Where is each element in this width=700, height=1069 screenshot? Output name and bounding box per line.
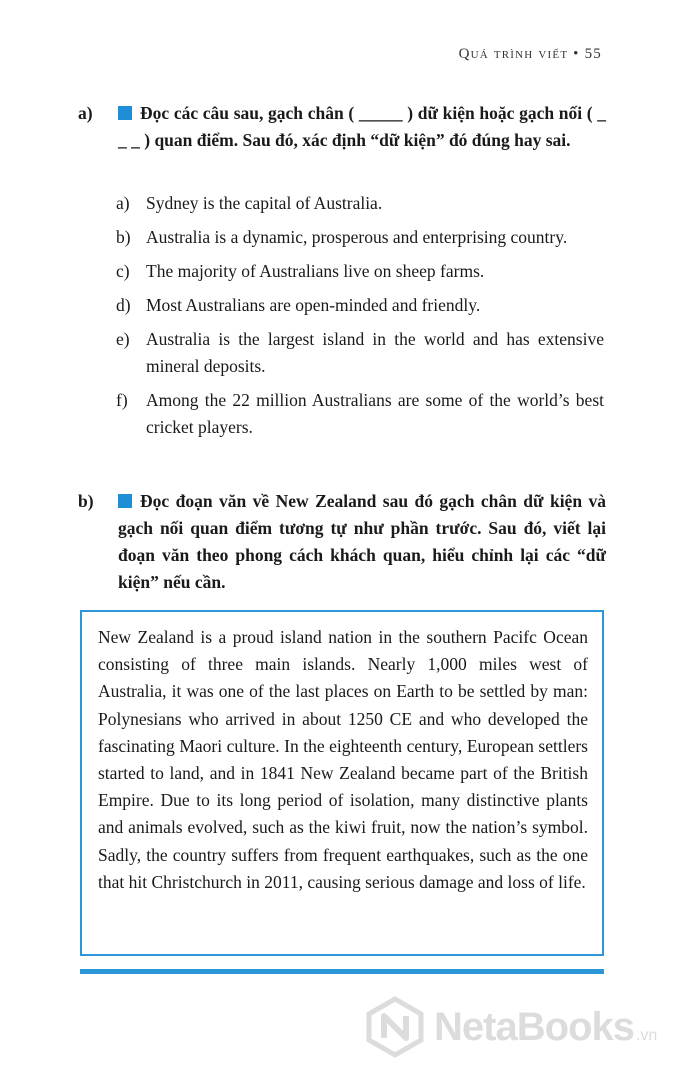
item-label: e) <box>116 329 130 349</box>
item-label: a) <box>116 193 130 213</box>
list-item <box>116 387 604 441</box>
item-label: b) <box>116 227 131 247</box>
list-item <box>116 292 604 319</box>
item-label: d) <box>116 295 131 315</box>
item-label: f) <box>116 390 128 410</box>
square-bullet-icon <box>118 106 132 120</box>
item-label: c) <box>116 261 130 281</box>
running-header: Quá trình viết • 55 <box>458 46 602 62</box>
item-text: Most Australians are open-minded and friendly. <box>146 295 481 315</box>
exercise-b-letter: b) <box>78 491 94 511</box>
list-item <box>116 258 604 285</box>
watermark <box>364 992 694 1062</box>
exercise-b-text: Đọc đoạn văn về New Zealand sau đó gạch chân dữ kiện và gạch nối quan điểm tương tự như phần trước. Sau đó, viết lại đoạn văn theo phong cách khách quan, hiểu chỉnh lại các “dữ kiện” nếu cần. <box>118 491 606 592</box>
passage-text: New Zealand is a proud island nation in the southern Pacifc Ocean consisting of three main islands. Nearly 1,000 miles west of Australia, it was one of the last places on Earth to be settled by man: Polynesians who arrived in about 1250 CE and who developed the fascinating Maori culture. In the eighteenth century, European settlers started to land, and in 1841 New Zealand became part of the British Empire. Due to its long period of isolation, many distinctive plants and animals evolved, such as the kiwi fruit, now the nation’s symbol. Sadly, the country suffers from frequent earthquakes, such as the one that hit Christchurch in 2011, causing serious damage and loss of life. <box>98 627 588 892</box>
item-text: The majority of Australians live on sheep farms. <box>146 261 485 281</box>
watermark-domain: .vn <box>635 1027 658 1044</box>
exercise-b-instruction <box>78 488 606 596</box>
square-bullet-icon <box>118 494 132 508</box>
divider <box>80 969 604 974</box>
item-text: Australia is a dynamic, prosperous and enterprising country. <box>146 227 568 247</box>
exercise-a-text: Đọc các câu sau, gạch chân ( _____ ) dữ kiện hoặc gạch nối ( _ _ _ ) quan điểm. Sau đó, xác định “dữ kiện” đó đúng hay sai. <box>118 103 606 150</box>
item-text: Sydney is the capital of Australia. <box>146 193 383 213</box>
item-text: Among the 22 million Australians are some of the world’s best cricket players. <box>146 390 604 437</box>
exercise-a-letter: a) <box>78 103 93 123</box>
list-item <box>116 326 604 380</box>
exercise-a-instruction <box>78 100 606 154</box>
passage-box <box>80 610 604 956</box>
netabooks-logo-icon <box>364 996 426 1058</box>
watermark-brand: NetaBooks <box>434 1004 634 1049</box>
list-item <box>116 224 604 251</box>
exercise-a-items <box>116 190 604 448</box>
item-text: Australia is the largest island in the world and has extensive mineral deposits. <box>146 329 604 376</box>
list-item <box>116 190 604 217</box>
